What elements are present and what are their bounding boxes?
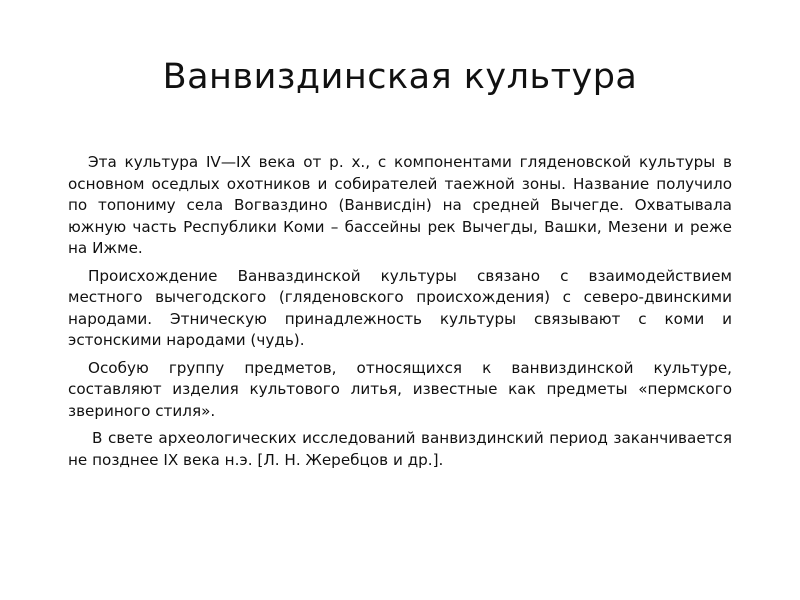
paragraph-artifacts: Особую группу предметов, относящихся к ванвиздинской культуре, составляют изделия культового литья, известные как предметы «пермского звериного стиля». [68, 358, 732, 420]
paragraph-period: В свете археологических исследований ванвиздинский период заканчивается не позднее IX века н.э. [Л. Н. Жеребцов и др.]. [68, 429, 732, 469]
slide-body [68, 152, 732, 477]
paragraph-description: Эта культура IV—IX века от р. х., с компонентами гляденовской культуры в основном оседлых охотников и собирателей таежной зоны. Название получило по топониму села Вогваздино (Ванвисдiн) на средней Вычегде. Охватывала южную часть Республики Коми – бассейны рек Вычегды, Вашки, Мезени и реже на Ижме. [68, 153, 732, 257]
slide-title: Ванвиздинская культура [162, 57, 638, 97]
paragraph-origin: Происхождение Ванваздинской культуры связано с взаимодействием местного вычегодского (гляденовского происхождения) с северо-двинскими народами. Этническую принадлежность культуры связывают с коми и эстонскими народами (чудь). [68, 266, 732, 349]
